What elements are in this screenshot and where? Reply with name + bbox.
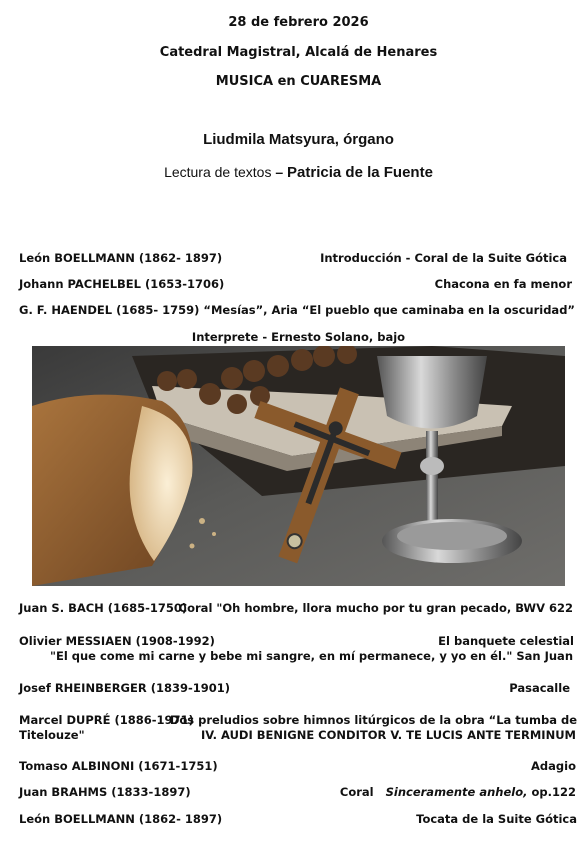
venue: Catedral Magistral, Alcalá de Henares [159,45,438,60]
work-boellmann-intro: Introducción - Coral de la Suite Gótica [320,251,567,265]
work-bach: Coral "Oh hombre, llora mucho por tu gran pecado, BWV 622 [178,601,573,615]
bread-crucifix-chalice-icon [32,346,565,586]
composer-pachelbel: Johann PACHELBEL (1653-1706) [19,277,225,291]
composer-messiaen: Olivier MESSIAEN (1908-1992) [19,634,215,648]
reading-line [0,164,587,181]
composer-brahms: Juan BRAHMS (1833-1897) [19,785,191,799]
work-dupre-hymns: IV. AUDI BENIGNE CONDITOR V. TE LUCIS ANTE TERMINUM [200,728,576,742]
work-messiaen: El banquete celestial [438,634,574,648]
work-dupre: Dos preludios sobre himnos litúrgicos de la obra “La tumba de [169,713,577,727]
reading-dash: – [275,164,284,180]
eucharist-photo [32,346,565,586]
composer-bach: Juan S. BACH (1685-1750) [19,601,188,615]
composer-haendel: G. F. HAENDEL (1685- 1759) [19,303,200,317]
composer-albinoni: Tomaso ALBINONI (1671-1751) [19,759,218,773]
concert-title: MUSICA en CUARESMA [215,74,382,89]
work-boellmann-tocata: Tocata de la Suite Gótica [416,812,577,826]
work-haendel: “Mesías”, Aria “El pueblo que caminaba en la oscuridad” [203,303,575,317]
work-brahms-opus: op.122 [527,785,576,799]
work-brahms-title: Sinceramente anhelo, [385,785,528,799]
work-rheinberger: Pasacalle [509,681,570,695]
work-brahms [340,785,576,799]
reading-label: Lectura de textos [164,164,272,180]
quote-messiaen: "El que come mi carne y bebe mi sangre, en mí permanece, y yo en él." San Juan [49,649,573,663]
composer-boellmann: León BOELLMANN (1862- 1897) [19,251,223,265]
composer-rheinberger: Josef RHEINBERGER (1839-1901) [19,681,230,695]
concert-date: 28 de febrero 2026 [228,15,369,30]
composer-dupre: Marcel DUPRÉ (1886-1971) [19,713,194,727]
work-brahms-prefix: Coral [339,785,374,799]
organist: Liudmila Matsyura, órgano [203,131,394,148]
work-albinoni: Adagio [531,759,576,773]
reader-name: Patricia de la Fuente [287,164,433,181]
composer-dupre-cont: Titelouze" [19,728,85,742]
work-pachelbel: Chacona en fa menor [434,277,572,291]
composer-boellmann-2: León BOELLMANN (1862- 1897) [19,812,223,826]
performer-note: Interprete - Ernesto Solano, bajo [191,330,406,344]
